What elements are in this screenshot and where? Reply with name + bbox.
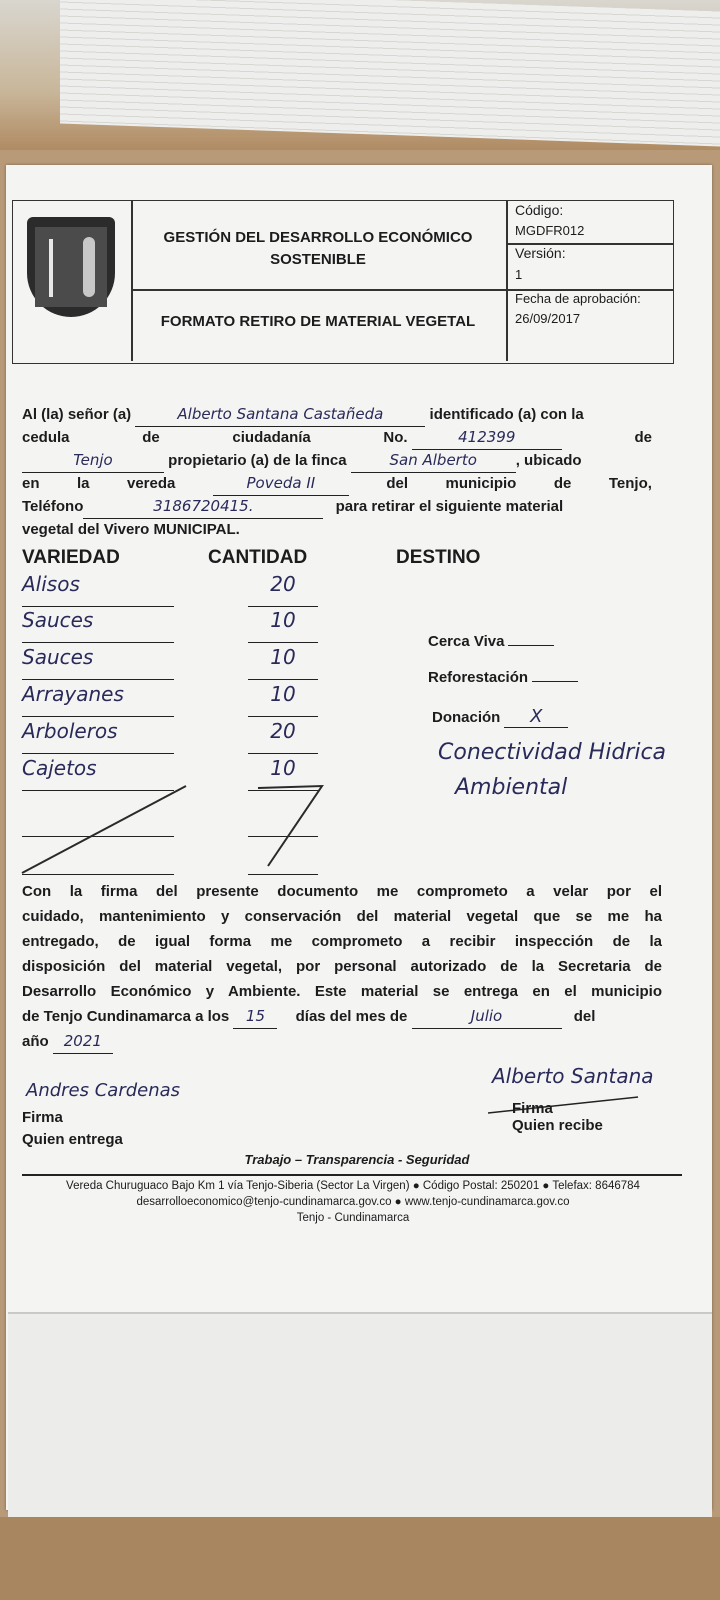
cantidad-header: CANTIDAD [208, 547, 308, 568]
variedad-cell: Arboleros [22, 719, 174, 754]
closing-line: Con la firma del presente documento me comprometo a velar por el [22, 883, 662, 900]
year-field: 2021 [53, 1030, 113, 1054]
code-value: MGDFR012 [515, 223, 585, 238]
closing-line: disposición del material vegetal, por personal autorizado de la Secretaria de [22, 958, 662, 975]
day-field: 15 [233, 1005, 277, 1029]
variedad-cell: Cajetos [22, 756, 174, 791]
cantidad-cell: 10 [248, 682, 318, 717]
code-label: Código: [515, 202, 564, 218]
footer-contact: desarrolloeconomico@tenjo-cundinamarca.gov.co ● www.tenjo-cundinamarca.gov.co [136, 1196, 570, 1208]
city-field: Tenjo [22, 449, 164, 473]
left-role: Quien entrega [22, 1131, 123, 1148]
cantidad-cell: 10 [248, 756, 318, 791]
farm-field: San Alberto [351, 449, 516, 473]
id-number-field: 412399 [412, 426, 562, 450]
destino-header: DESTINO [396, 547, 481, 568]
intro-line-2: cedula de ciudadanía No. 412399 de [22, 426, 652, 450]
closing-line: cuidado, mantenimiento y conservación del material vegetal que se me ha [22, 908, 662, 925]
cantidad-cell: 20 [248, 572, 318, 607]
intro-line-4: en la vereda Poveda II del municipio de Tenjo, [22, 472, 652, 496]
cantidad-cell: 10 [248, 645, 318, 680]
header-title: GESTIÓN DEL DESARROLLO ECONÓMICO SOSTENIBLE [163, 229, 473, 268]
form-name: FORMATO RETIRO DE MATERIAL VEGETAL [160, 313, 476, 330]
intro-line-5: Teléfono 3186720415. para retirar el siguiente material [22, 495, 652, 519]
closing-line: entregado, de igual forma me comprometo a recibir inspección de la [22, 933, 662, 950]
variedad-cell: Arrayanes [22, 682, 174, 717]
cantidad-cell: 10 [248, 608, 318, 643]
footer-city: Tenjo - Cundinamarca [296, 1212, 410, 1224]
closing-year-line: año 2021 [22, 1030, 113, 1054]
phone-field: 3186720415. [83, 495, 323, 519]
variedad-cell: Sauces [22, 645, 174, 680]
right-role: Quien recibe [512, 1117, 603, 1134]
strike-line [258, 786, 322, 866]
variedad-cell: Alisos [22, 572, 174, 607]
approval-value: 26/09/2017 [515, 311, 581, 326]
closing-line: Desarrollo Económico y Ambiente. Este material se entrega en el municipio [22, 983, 662, 1000]
variedad-header: VARIEDAD [22, 547, 120, 568]
destino-note: Ambiental [455, 775, 568, 800]
version-label: Versión: [515, 245, 566, 261]
closing-date-line: de Tenjo Cundinamarca a los 15 días del mes de Julio del [22, 1005, 662, 1029]
name-field: Alberto Santana Castañeda [135, 403, 425, 427]
intro-line-1: Al (la) señor (a) Alberto Santana Castañeda identificado (a) con la [22, 403, 652, 427]
cantidad-cell: 20 [248, 719, 318, 754]
left-firma-label: Firma [22, 1109, 63, 1126]
intro-line-3: Tenjo propietario (a) de la finca San Alberto , ubicado [22, 449, 652, 473]
footer-motto: Trabajo – Transparencia - Seguridad [244, 1152, 470, 1167]
destino-note: Conectividad Hidrica [438, 740, 667, 765]
right-signature: Alberto Santana [492, 1064, 654, 1088]
left-signature: Andres Cardenas [26, 1080, 181, 1101]
footer-address: Vereda Churuguaco Bajo Km 1 vía Tenjo-Siberia (Sector La Virgen) ● Código Postal: 250201 ● Telefax: 8646784 [66, 1180, 640, 1192]
donacion-option: Donación X [432, 706, 568, 728]
strike-line [22, 786, 186, 873]
version-value: 1 [515, 267, 523, 282]
cerca-viva-option: Cerca Viva [428, 633, 554, 650]
footer-divider [22, 1174, 682, 1176]
approval-label: Fecha de aprobación: [515, 291, 641, 306]
intro-line-6: vegetal del Vivero MUNICIPAL. [22, 521, 240, 538]
month-field: Julio [412, 1005, 562, 1029]
vereda-field: Poveda II [213, 472, 349, 496]
right-firma-label: Firma [512, 1100, 553, 1117]
variedad-cell: Sauces [22, 608, 174, 643]
reforestacion-option: Reforestación [428, 669, 578, 686]
